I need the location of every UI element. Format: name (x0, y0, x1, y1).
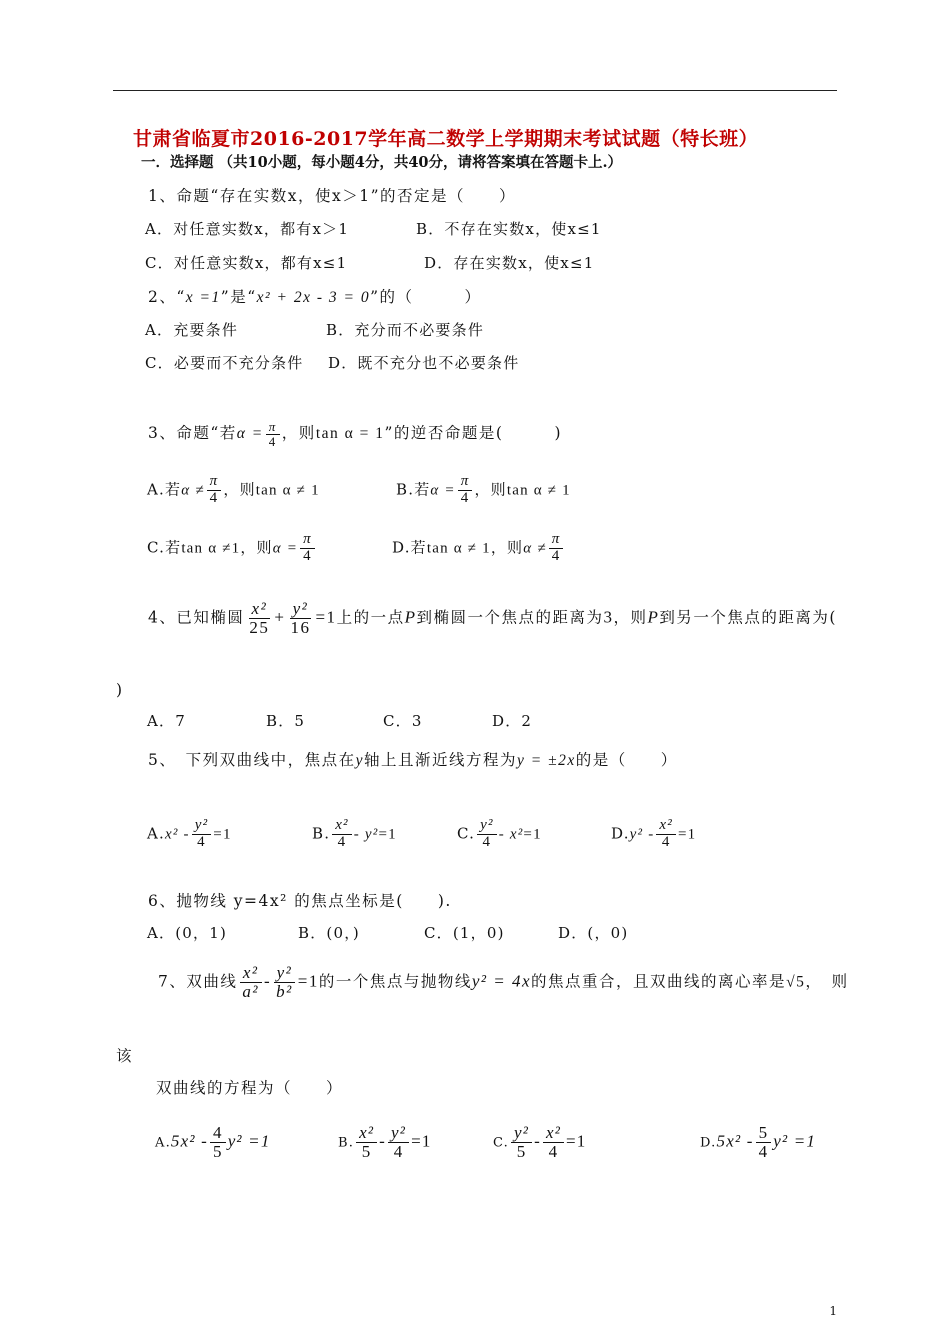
q7-option-d: D.5x² - $\frac{5}{4}$ y² =1 (700, 1123, 817, 1161)
q5-stem: 5、 下列双曲线中，焦点在y轴上且渐近线方程为y = ±2x的是（ ） (148, 751, 678, 769)
q4-option-b: B．5 (266, 712, 306, 730)
q3-option-b: B.若α = $\frac{\pi}{4}$ ，则tan α ≠ 1 (396, 473, 571, 506)
q6-option-a: A．(0，1) (147, 924, 228, 942)
q6-option-d: D．(，0) (558, 924, 629, 942)
page-title: 甘肃省临夏市2016-2017学年高二数学上学期期末考试试题（特长班） (133, 128, 759, 150)
q6-option-b: B．(0，) (298, 924, 360, 942)
q1-option-b: B．不存在实数x，使x≤1 (416, 220, 602, 238)
q7-option-a: A.5x² - $\frac{4}{5}$ y² =1 (155, 1123, 271, 1161)
q4-stem: 4、已知椭圆 $\frac{\text{x²}}{25}$ + $\frac{\text{y²}}{16}$ =1上的一点P到椭圆一个焦点的距离为3，则P到另一个焦点的距离为( (148, 599, 837, 637)
q3-suffix: ”的逆否命题是( ) (384, 424, 563, 443)
q3-four: 4 (268, 433, 277, 449)
q2-suffix: ”的（ ） (370, 288, 482, 306)
q3-mid: ，则 (281, 424, 316, 443)
section-heading: 一．选择题 （共10小题，每小题4分，共40分，请将答案填在答题卡上.） (141, 154, 623, 171)
q2-cond2: x² + 2x - 3 = 0 (256, 289, 371, 306)
q4-option-d: D．2 (492, 712, 533, 730)
q3-cond2: tan α = 1 (315, 425, 385, 443)
q2-mid: ”是“ (220, 288, 257, 306)
q4-close-paren: ) (116, 681, 124, 699)
q2-option-d: D．既不充分也不必要条件 (328, 354, 520, 372)
q3-stem: 3、命题“若α = $\frac{\pi}{4}$ ，则tan α = 1”的逆否命题是( ) (148, 419, 563, 449)
q3-option-d: D.若tan α ≠ 1，则α ≠ $\frac{\pi}{4}$ (392, 532, 565, 565)
q2-option-b: B．充分而不必要条件 (326, 321, 485, 339)
q3-option-a: A.若α ≠ $\frac{\pi}{4}$ ，则tan α ≠ 1 (147, 473, 320, 506)
q5-option-a: A.x² - $\frac{\text{y²}}{4}$ =1 (147, 817, 232, 850)
q6-stem: 6、抛物线 y=4x² 的焦点坐标是( ). (148, 892, 452, 910)
q1-stem: 1、命题“存在实数x，使x＞1”的否定是（ ） (148, 187, 517, 205)
q7-stem: 7、双曲线 $\frac{\text{x²}}{\text{a²}}$ - $\frac{\text{y²}}{\text{b²}}$ =1的一个焦点与抛物线y² = 4x的焦点重合，且双曲线的离心率是√5， 则 (158, 963, 849, 1001)
q3-pi: π (266, 420, 280, 435)
q7-option-b: B. $\frac{\text{x²}}{5}$ - $\frac{\text{y²}}{4}$ =1 (338, 1123, 432, 1161)
q7-stem-line2: 双曲线的方程为（ ） (156, 1079, 344, 1097)
q5-option-c: C. $\frac{\text{y²}}{4}$ - x²=1 (457, 817, 542, 850)
q5-option-d: D.y² - $\frac{\text{x²}}{4}$ =1 (611, 817, 697, 850)
q2-option-c: C．必要而不充分条件 (145, 354, 304, 372)
q2-option-a: A．充要条件 (145, 321, 239, 339)
q2-prefix: 2、“ (148, 288, 186, 306)
q1-option-d: D．存在实数x，使x≤1 (424, 254, 595, 272)
q4-option-a: A．7 (147, 712, 186, 730)
q5-option-b: B. $\frac{\text{x²}}{4}$ - y²=1 (312, 817, 397, 850)
q6-option-c: C．(1，0) (424, 924, 505, 942)
q7-option-c: C. $\frac{\text{y²}}{5}$ - $\frac{\text{x²}}{4}$ =1 (493, 1123, 587, 1161)
q2-cond1: x =1 (185, 289, 221, 306)
page-number: 1 (829, 1304, 837, 1318)
header-rule (113, 90, 837, 91)
q3-prefix: 3、命题“若 (148, 424, 237, 443)
q3-option-c: C.若tan α ≠1，则α = $\frac{\pi}{4}$ (147, 532, 317, 565)
q1-option-a: A．对任意实数x，都有x＞1 (145, 220, 350, 238)
q2-stem (148, 285, 482, 307)
q7-wrap-char: 该 (116, 1047, 134, 1065)
q4-option-c: C．3 (383, 712, 423, 730)
q1-option-c: C．对任意实数x，都有x≤1 (145, 254, 348, 272)
